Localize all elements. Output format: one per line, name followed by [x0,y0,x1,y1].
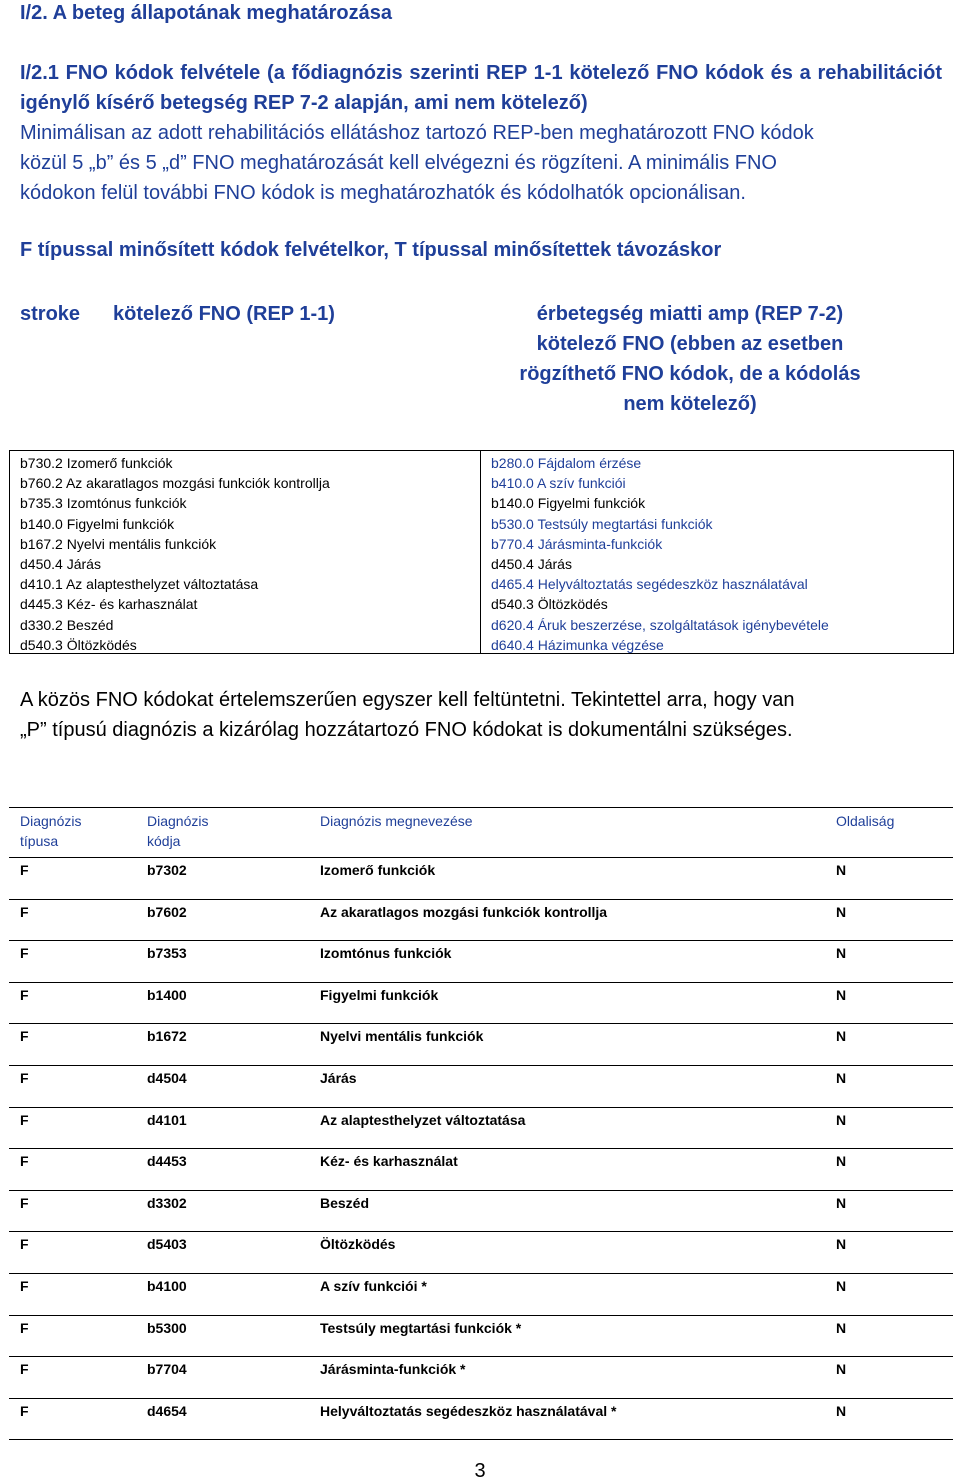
cell-name: Járásminta-funkciók * [309,1357,825,1399]
table-row [9,1315,953,1357]
code-item [491,574,829,594]
code-value: d540.3 [20,636,63,653]
code-item [491,453,829,473]
code-value: b770.4 [491,535,534,552]
code-value: b140.0 [491,495,534,512]
cell-code: d4101 [136,1107,309,1149]
code-value: d640.4 [491,636,534,653]
code-item [491,594,829,614]
table-row [9,899,953,941]
code-name: Testsúly megtartási funkciók [537,515,713,532]
code-item [491,534,829,554]
code-item [20,635,330,655]
intro-paragraph [20,118,942,208]
cell-laterality: N [825,1232,953,1274]
note-line: A közös FNO kódokat értelemszerűen egyszer kell feltüntetni. Tekintettel arra, hogy van [20,689,795,711]
table-row [9,1065,953,1107]
intro-line: kódokon felül további FNO kódok is meghatározhatók és kódolhatók opcionálisan. [20,182,746,204]
code-name: Figyelmi funkciók [537,495,646,512]
code-value: b730.2 [20,455,63,471]
code-value: b167.2 [20,535,63,552]
code-name: Beszéd [66,616,114,633]
cell-laterality: N [825,1398,953,1440]
cell-laterality: N [825,982,953,1024]
code-value: d465.4 [491,576,534,593]
code-name: Izomtónus funkciók [66,495,187,512]
box-divider [480,451,481,653]
code-item [491,635,829,655]
cell-type: F [9,1315,136,1357]
cell-type: F [9,1190,136,1232]
code-item [20,473,330,493]
cell-code: b4100 [136,1273,309,1315]
table-row [9,941,953,983]
amputation-code-list [491,453,829,655]
code-value: d540.3 [491,596,534,613]
code-name: Fájdalom érzése [537,455,642,471]
code-value: d410.1 [20,576,63,593]
cell-laterality: N [825,1065,953,1107]
cell-name: Járás [309,1065,825,1107]
stroke-code-list [20,453,330,655]
code-name: Izomerő funkciók [66,455,173,471]
code-item [20,594,330,614]
header-diagnosis-type: Diagnózis típusa [9,808,136,858]
code-name: Nyelvi mentális funkciók [66,535,217,552]
table-row [9,982,953,1024]
intro-line: Minimálisan az adott rehabilitációs ellátáshoz tartozó REP-ben meghatározott FNO kódok [20,122,814,144]
cell-code: b7602 [136,899,309,941]
cell-name: Izomtónus funkciók [309,941,825,983]
cell-name: Kéz- és karhasználat [309,1149,825,1191]
code-value: d330.2 [20,616,63,633]
code-value: b280.0 [491,455,534,471]
code-name: Házimunka végzése [537,636,664,653]
cell-type: F [9,1398,136,1440]
section-title: I/2. A beteg állapotának meghatározása [20,2,392,24]
cell-type: F [9,1024,136,1066]
cell-name: Testsúly megtartási funkciók * [309,1315,825,1357]
cell-type: F [9,858,136,900]
code-value: b735.3 [20,495,63,512]
table-row [9,1107,953,1149]
cell-code: d4453 [136,1149,309,1191]
code-name: Öltözködés [537,596,608,613]
diagnosis-table-body [9,858,953,1440]
code-item [491,473,829,493]
table-row [9,1190,953,1232]
table-row [9,858,953,900]
amputation-header-line: érbetegség miatti amp (REP 7-2) [536,303,844,325]
code-name: Helyváltoztatás segédeszköz használatával [537,576,808,593]
cell-laterality: N [825,1149,953,1191]
header-diagnosis-name: Diagnózis megnevezése [309,808,825,858]
cell-code: b5300 [136,1315,309,1357]
amputation-header-line: rögzíthető FNO kódok, de a kódolás [519,363,861,385]
cell-code: d3302 [136,1190,309,1232]
code-value: b140.0 [20,515,63,532]
table-row [9,1273,953,1315]
cell-type: F [9,1149,136,1191]
cell-name: Az alaptesthelyzet változtatása [309,1107,825,1149]
table-row [9,1149,953,1191]
code-name: Az alaptesthelyzet változtatása [65,576,259,593]
cell-laterality: N [825,941,953,983]
cell-code: d5403 [136,1232,309,1274]
table-header-row [9,808,953,858]
cell-type: F [9,1273,136,1315]
cell-name: Öltözködés [309,1232,825,1274]
code-item [20,493,330,513]
table-row [9,1357,953,1399]
code-item [20,453,330,473]
cell-name: Izomerő funkciók [309,858,825,900]
code-comparison-box [9,450,954,654]
code-name: Járás [537,556,572,573]
code-item [491,514,829,534]
diagnosis-table [9,807,953,1440]
cell-code: b1672 [136,1024,309,1066]
code-name: Járásminta-funkciók [537,535,663,552]
cell-code: b7704 [136,1357,309,1399]
cell-type: F [9,941,136,983]
cell-code: d4654 [136,1398,309,1440]
cell-laterality: N [825,858,953,900]
code-item [491,615,829,635]
cell-code: b7353 [136,941,309,983]
cell-name: Az akaratlagos mozgási funkciók kontrollja [309,899,825,941]
type-rule-line: F típussal minősített kódok felvételkor, T típussal minősítettek távozáskor [20,239,722,261]
cell-laterality: N [825,1190,953,1232]
cell-name: Beszéd [309,1190,825,1232]
cell-type: F [9,1065,136,1107]
subsection-title: I/2.1 FNO kódok felvétele (a fődiagnózis szerinti REP 1-1 kötelező FNO kódok és a rehabilitációt igénylő kísérő betegség REP 7-2 alapján, ami nem kötelező) [20,62,942,114]
code-item [491,493,829,513]
amputation-header-line: kötelező FNO (ebben az esetben [536,333,844,355]
cell-laterality: N [825,1024,953,1066]
code-name: Kéz- és karhasználat [66,596,198,613]
cell-type: F [9,1357,136,1399]
code-value: d445.3 [20,596,63,613]
code-item [20,554,330,574]
note-line: „P” típusú diagnózis a kizárólag hozzátartozó FNO kódokat is dokumentálni szükséges. [20,719,793,741]
code-name: Járás [66,556,101,573]
cell-laterality: N [825,1273,953,1315]
table-row [9,1232,953,1274]
code-value: b530.0 [491,515,534,532]
code-name: Áruk beszerzése, szolgáltatások igénybevétele [537,616,829,633]
code-value: d450.4 [491,556,534,573]
cell-laterality: N [825,1107,953,1149]
cell-name: Figyelmi funkciók [309,982,825,1024]
code-name: A szív funkciói [536,475,626,492]
code-item [491,554,829,574]
code-name: Öltözködés [66,636,137,653]
code-value: b410.0 [491,475,534,492]
stroke-label: stroke [20,303,81,325]
header-diagnosis-code: Diagnózis kódja [136,808,309,858]
code-name: Figyelmi funkciók [66,515,175,532]
header-laterality: Oldaliság [825,808,953,858]
amputation-header-line: nem kötelező) [623,393,757,415]
cell-type: F [9,899,136,941]
code-name: Az akaratlagos mozgási funkciók kontrollja [65,475,330,492]
cell-laterality: N [825,1357,953,1399]
table-row [9,1398,953,1440]
cell-name: Nyelvi mentális funkciók [309,1024,825,1066]
code-item [20,514,330,534]
code-value: b760.2 [20,475,63,492]
cell-code: b1400 [136,982,309,1024]
table-row [9,1024,953,1066]
cell-code: d4504 [136,1065,309,1107]
code-item [20,574,330,594]
cell-code: b7302 [136,858,309,900]
cell-laterality: N [825,899,953,941]
intro-line: közül 5 „b” és 5 „d” FNO meghatározását kell elvégezni és rögzíteni. A minimális FNO [20,152,777,174]
cell-name: A szív funkciói * [309,1273,825,1315]
amputation-header [500,299,880,419]
code-value: d620.4 [491,616,534,633]
code-item [20,534,330,554]
stroke-mandatory-label: kötelező FNO (REP 1-1) [113,303,335,325]
code-item [20,615,330,635]
cell-name: Helyváltoztatás segédeszköz használatával * [309,1398,825,1440]
page-number: 3 [474,1460,486,1482]
cell-type: F [9,1107,136,1149]
cell-type: F [9,982,136,1024]
note-paragraph [20,685,942,745]
cell-laterality: N [825,1315,953,1357]
cell-type: F [9,1232,136,1274]
code-value: d450.4 [20,556,63,573]
